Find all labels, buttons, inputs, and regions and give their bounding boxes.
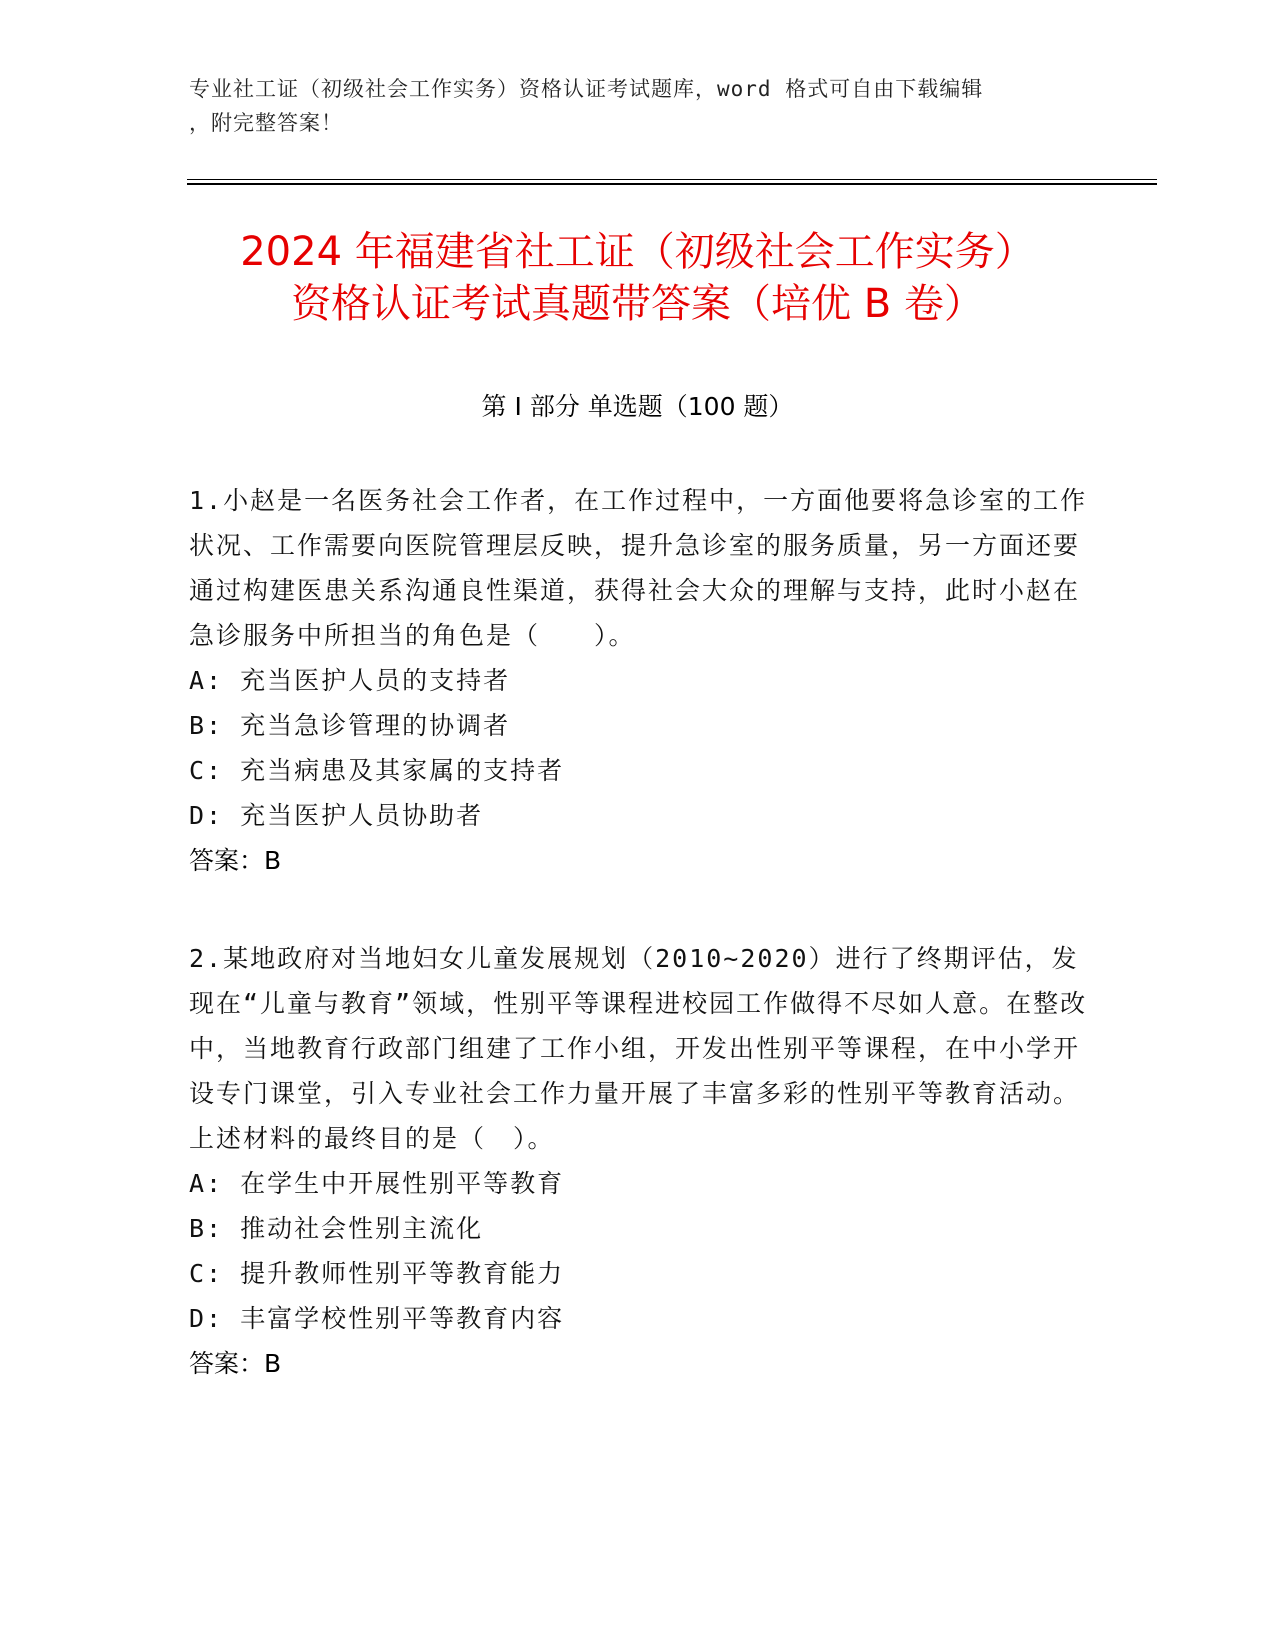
- option-b: B: 充当急诊管理的协调者: [189, 711, 511, 740]
- header-note-line-1: 专业社工证（初级社会工作实务）资格认证考试题库，word 格式可自由下载编辑: [189, 77, 984, 101]
- header-note-line-2: ，附完整答案！: [189, 111, 343, 135]
- option-d: D: 充当医护人员协助者: [189, 801, 484, 830]
- header-divider-thick: [187, 183, 1157, 185]
- option-list: [189, 1161, 1089, 1341]
- option-c: C: 充当病患及其家属的支持者: [189, 756, 565, 785]
- option-list: [189, 658, 1089, 838]
- section-heading: 第 I 部分 单选题（100 题）: [481, 392, 794, 421]
- question-stem: 2.某地政府对当地妇女儿童发展规划（2010~2020）进行了终期评估，发现在“儿童与教育”领域，性别平等课程进校园工作做得不尽如人意。在整改中，当地教育行政部门组建了工作小组，开发出性别平等课程，在中小学开设专门课堂，引入专业社会工作力量开展了丰富多彩的性别平等教育活动。上述材料的最终目的是（ ）。: [189, 944, 1088, 1153]
- document-title-line-1: 2024 年福建省社工证（初级社会工作实务）: [240, 229, 1035, 275]
- option-a: A: 在学生中开展性别平等教育: [189, 1169, 565, 1198]
- answer-text: 答案：B: [189, 1349, 282, 1378]
- question-item: [189, 936, 1089, 1386]
- document-title: [150, 226, 1125, 330]
- option-c: C: 提升教师性别平等教育能力: [189, 1259, 565, 1288]
- option-d: D: 丰富学校性别平等教育内容: [189, 1304, 565, 1333]
- option-a: A: 充当医护人员的支持者: [189, 666, 511, 695]
- document-title-line-2: 资格认证考试真题带答案（培优 B 卷）: [291, 281, 984, 327]
- question-item: [189, 478, 1089, 883]
- question-stem: 1.小赵是一名医务社会工作者，在工作过程中，一方面他要将急诊室的工作状况、工作需要向医院管理层反映，提升急诊室的服务质量，另一方面还要通过构建医患关系沟通良性渠道，获得社会大众的理解与支持，此时小赵在急诊服务中所担当的角色是（ ）。: [189, 486, 1088, 650]
- header-note: [189, 72, 1089, 140]
- option-b: B: 推动社会性别主流化: [189, 1214, 484, 1243]
- header-divider-thin: [187, 179, 1157, 180]
- answer-text: 答案：B: [189, 846, 282, 875]
